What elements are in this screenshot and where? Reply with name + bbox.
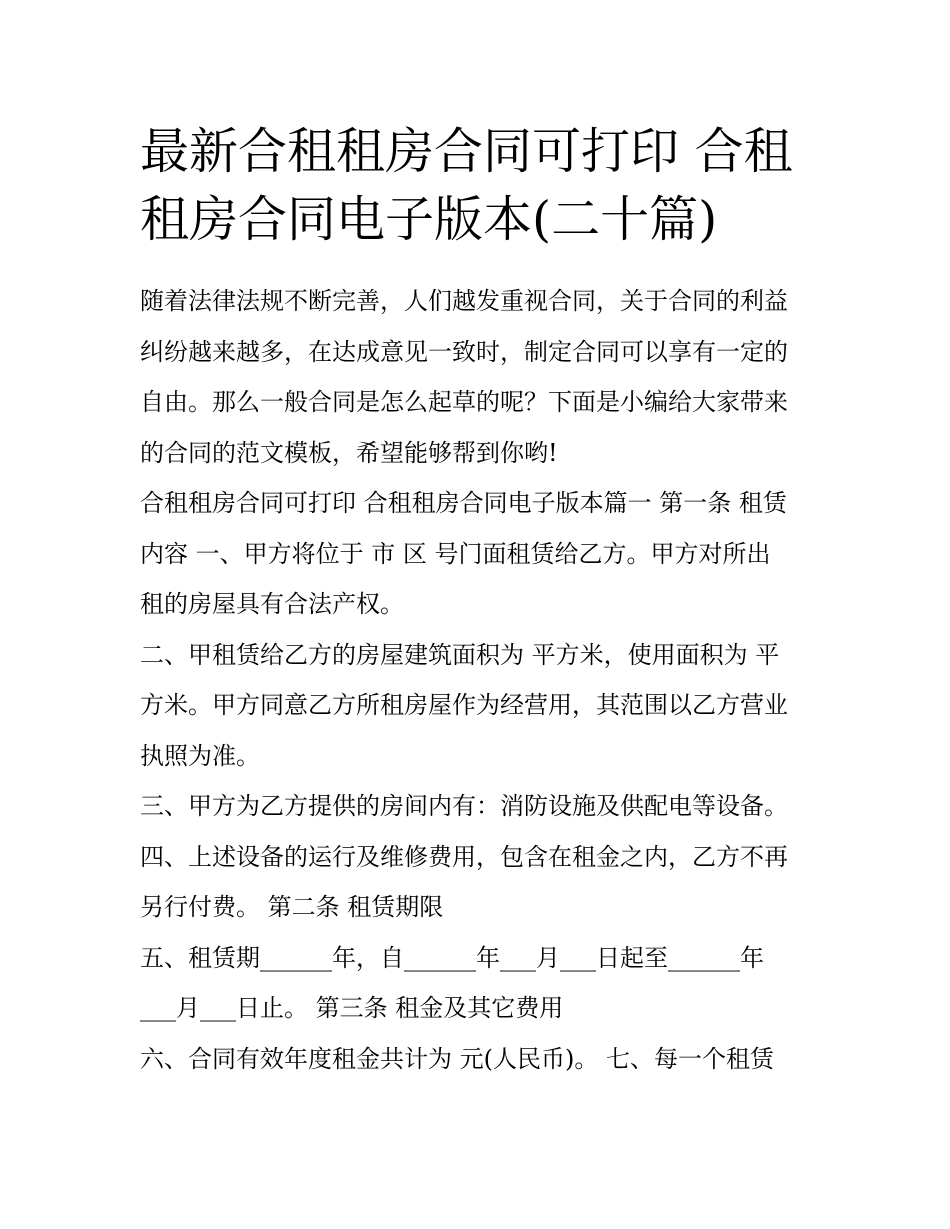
paragraph-clause-6: 六、合同有效年度租金共计为 元(人民币)。 七、每一个租赁 bbox=[140, 1044, 774, 1073]
paragraph-intro: 随着法律法规不断完善，人们越发重视合同，关于合同的利益 纠纷越来越多，在达成意见一致时，制定合同可以享有一定的 自由。那么一般合同是怎么起草的呢？下面是小编给大家带来 的合同的范文模板，希望能够帮到你哟! bbox=[140, 287, 788, 467]
paragraph-article-1: 合租租房合同可打印 合租租房合同电子版本篇一 第一条 租赁 内容 一、甲方将位于 市 区 号门面租赁给乙方。甲方对所出 租的房屋具有合法产权。 bbox=[140, 489, 787, 618]
paragraph-clause-5: 五、租赁期______年，自______年___月___日起至______年 ___月___日止。 第三条 租金及其它费用 bbox=[140, 943, 764, 1022]
document-body bbox=[140, 276, 830, 1084]
paragraph-clause-3: 三、甲方为乙方提供的房间内有：消防设施及供配电等设备。 bbox=[140, 792, 788, 820]
paragraph-clause-4: 四、上述设备的运行及维修费用，包含在租金之内，乙方不再 另行付费。 第二条 租赁期限 bbox=[140, 842, 788, 921]
document-title: 最新合租租房合同可打印 合租 租房合同电子版本(二十篇) bbox=[140, 123, 793, 248]
paragraph-clause-2: 二、甲租赁给乙方的房屋建筑面积为 平方米，使用面积为 平 方米。甲方同意乙方所租房屋作为经营用，其范围以乙方营业 执照为准。 bbox=[140, 640, 788, 770]
